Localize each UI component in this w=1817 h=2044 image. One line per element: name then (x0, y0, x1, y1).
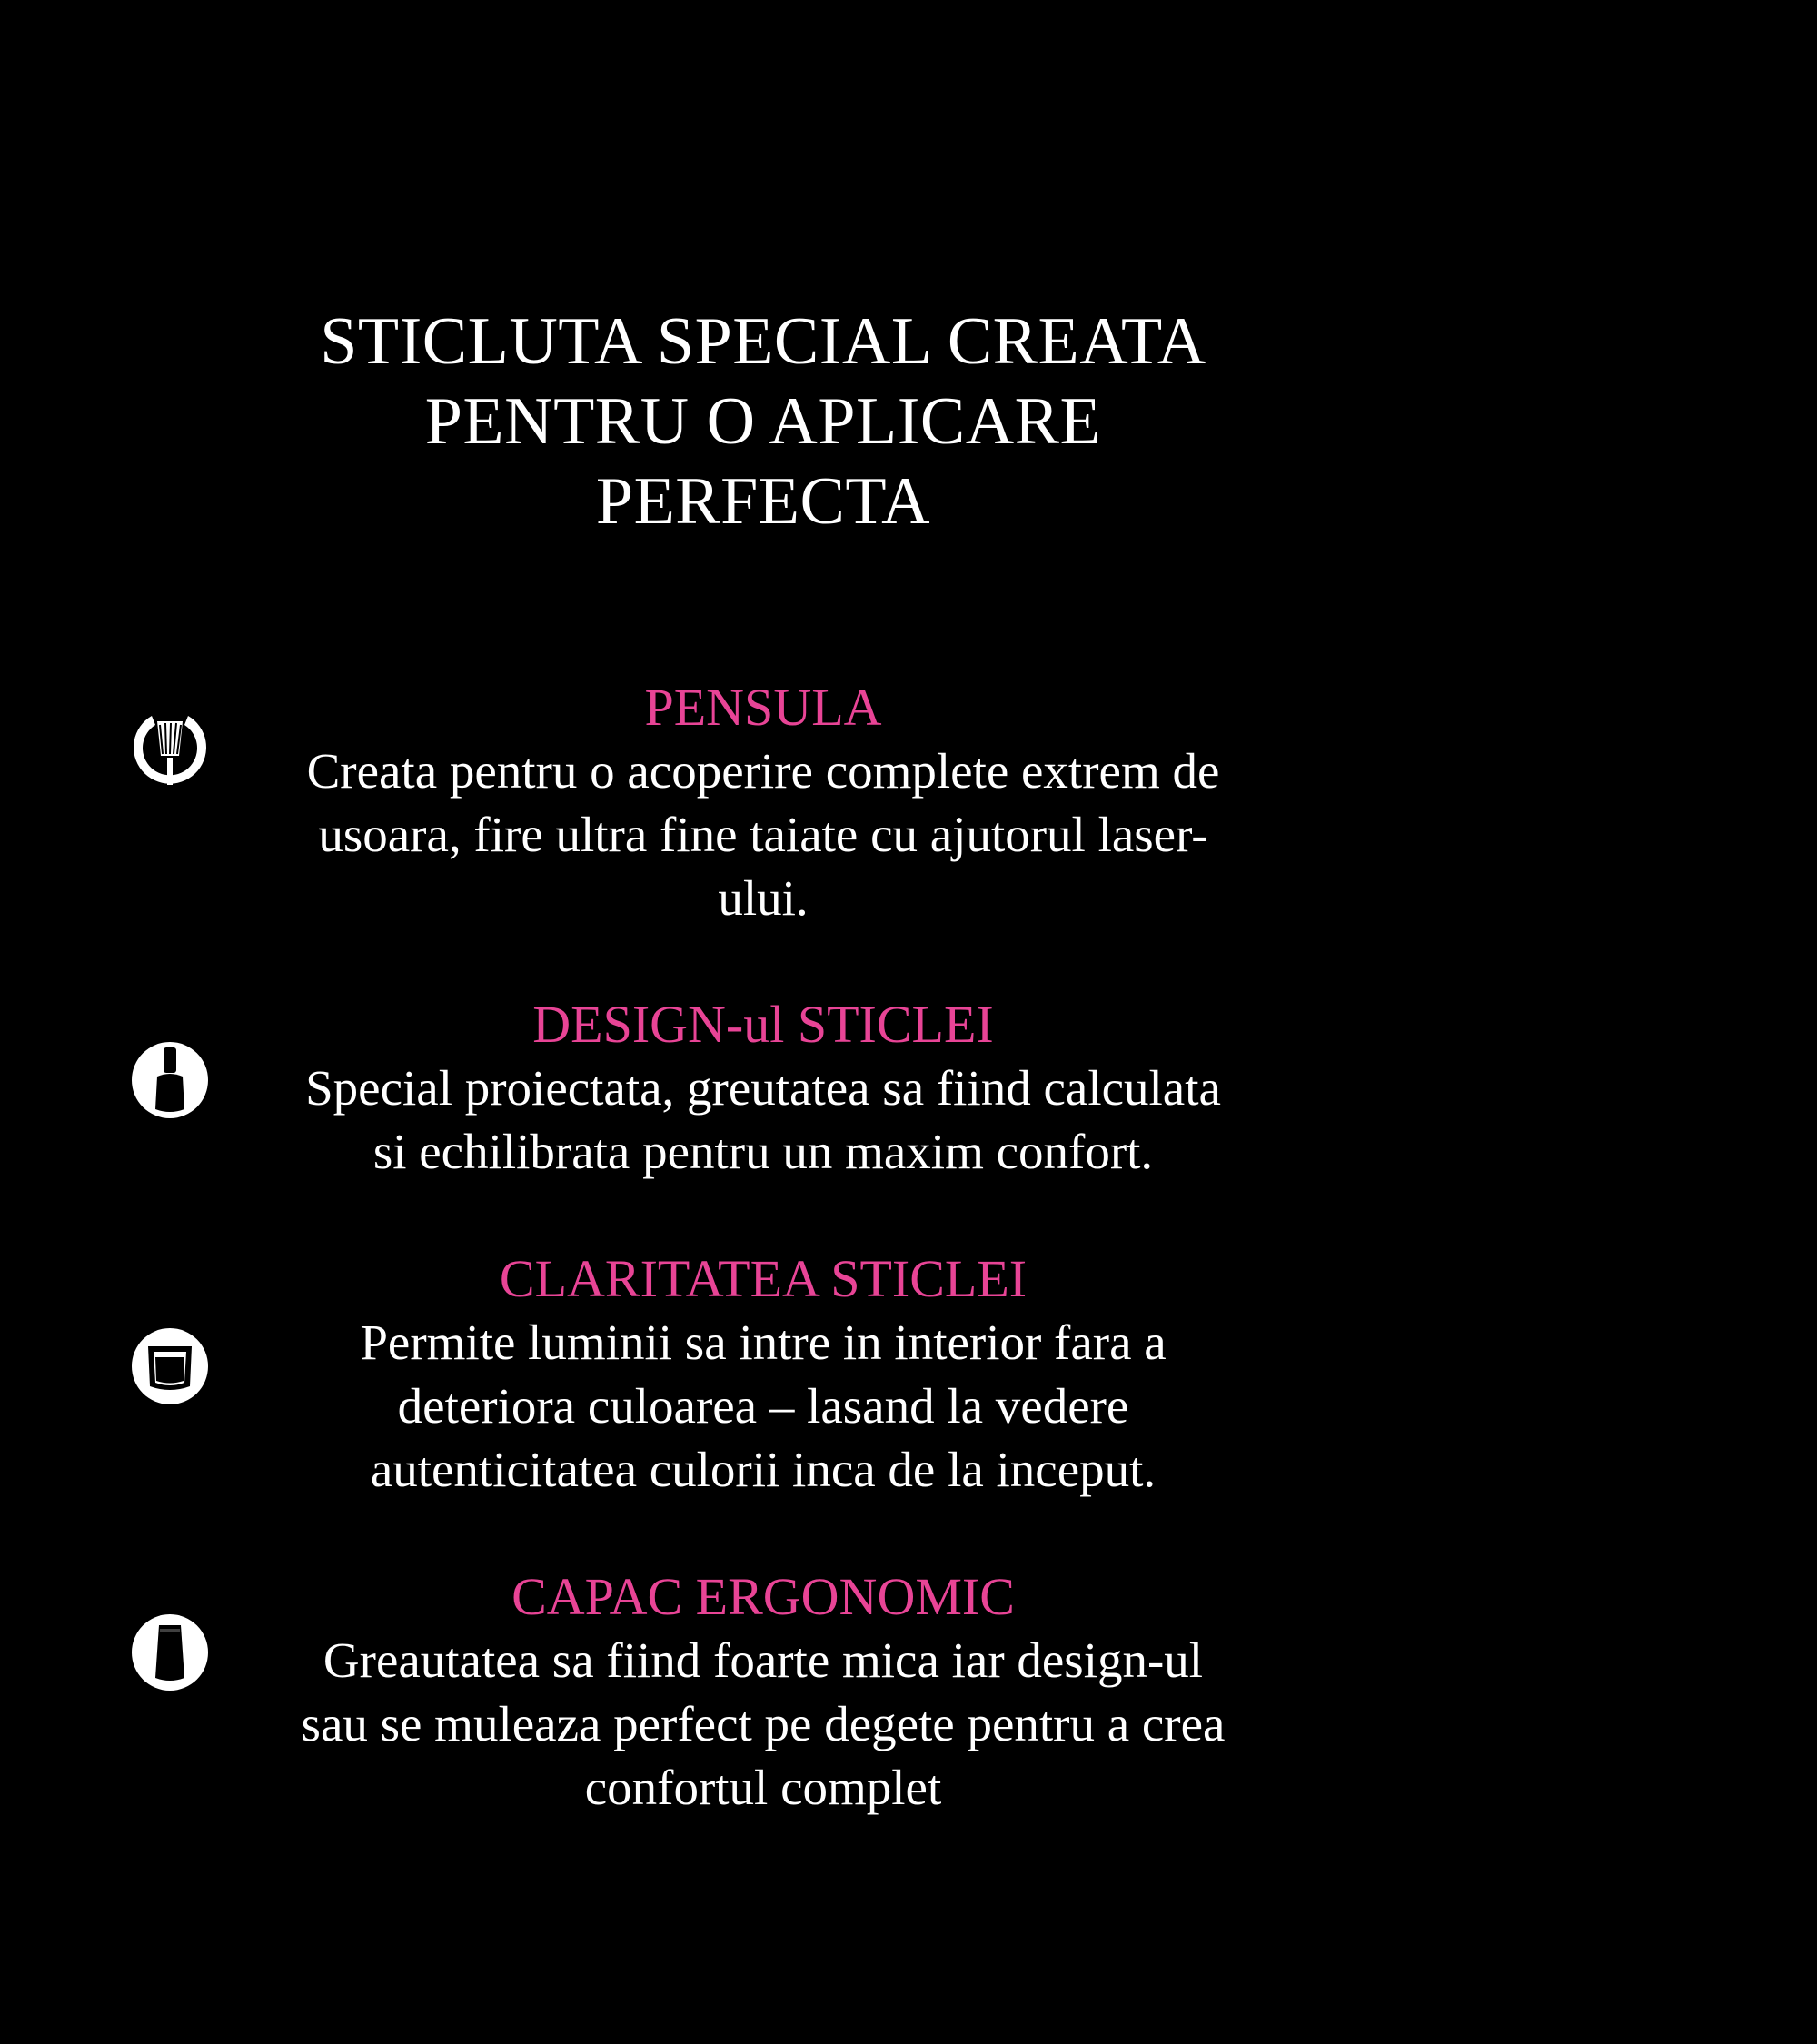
description-line: ului. (718, 870, 809, 926)
description-line: Greautatea sa fiind foarte mica iar design-ul (323, 1632, 1204, 1688)
feature-brush (254, 676, 1272, 930)
feature-bottle-design (254, 993, 1272, 1184)
feature-glass-clarity (254, 1247, 1272, 1502)
feature-heading: DESIGN-ul STICLEI (532, 995, 994, 1054)
title-line: STICLUTA SPECIAL CREATA (320, 304, 1206, 379)
bottle-icon (130, 1040, 210, 1120)
description-line: sau se muleaza perfect pe degete pentru a crea (301, 1696, 1226, 1751)
description-line: autenticitatea culorii inca de la inceput. (370, 1442, 1157, 1497)
feature-ergonomic-cap (254, 1565, 1272, 1820)
cap-icon (130, 1612, 210, 1692)
brush-icon (130, 709, 210, 789)
feature-heading: CAPAC ERGONOMIC (511, 1567, 1015, 1626)
description-line: Special proiectata, greutatea sa fiind calculata (305, 1060, 1221, 1116)
title-line: PENTRU O APLICARE (424, 384, 1102, 459)
page-title (273, 302, 1254, 541)
feature-description (254, 1629, 1272, 1820)
feature-heading: CLARITATEA STICLEI (499, 1249, 1028, 1308)
description-line: Permite luminii sa intre in interior fara a (360, 1315, 1167, 1370)
description-line: confortul complet (584, 1760, 942, 1815)
feature-heading: PENSULA (644, 678, 882, 737)
feature-description (254, 1057, 1272, 1184)
title-line: PERFECTA (595, 464, 931, 539)
feature-description (254, 1311, 1272, 1502)
feature-description (254, 739, 1272, 930)
glass-jar-icon (130, 1326, 210, 1406)
description-line: si echilibrata pentru un maxim confort. (372, 1124, 1154, 1179)
description-line: Creata pentru o acoperire complete extrem de (306, 743, 1220, 799)
description-line: deteriora culoarea – lasand la vedere (397, 1378, 1129, 1434)
description-line: usoara, fire ultra fine taiate cu ajutorul laser- (318, 807, 1208, 862)
